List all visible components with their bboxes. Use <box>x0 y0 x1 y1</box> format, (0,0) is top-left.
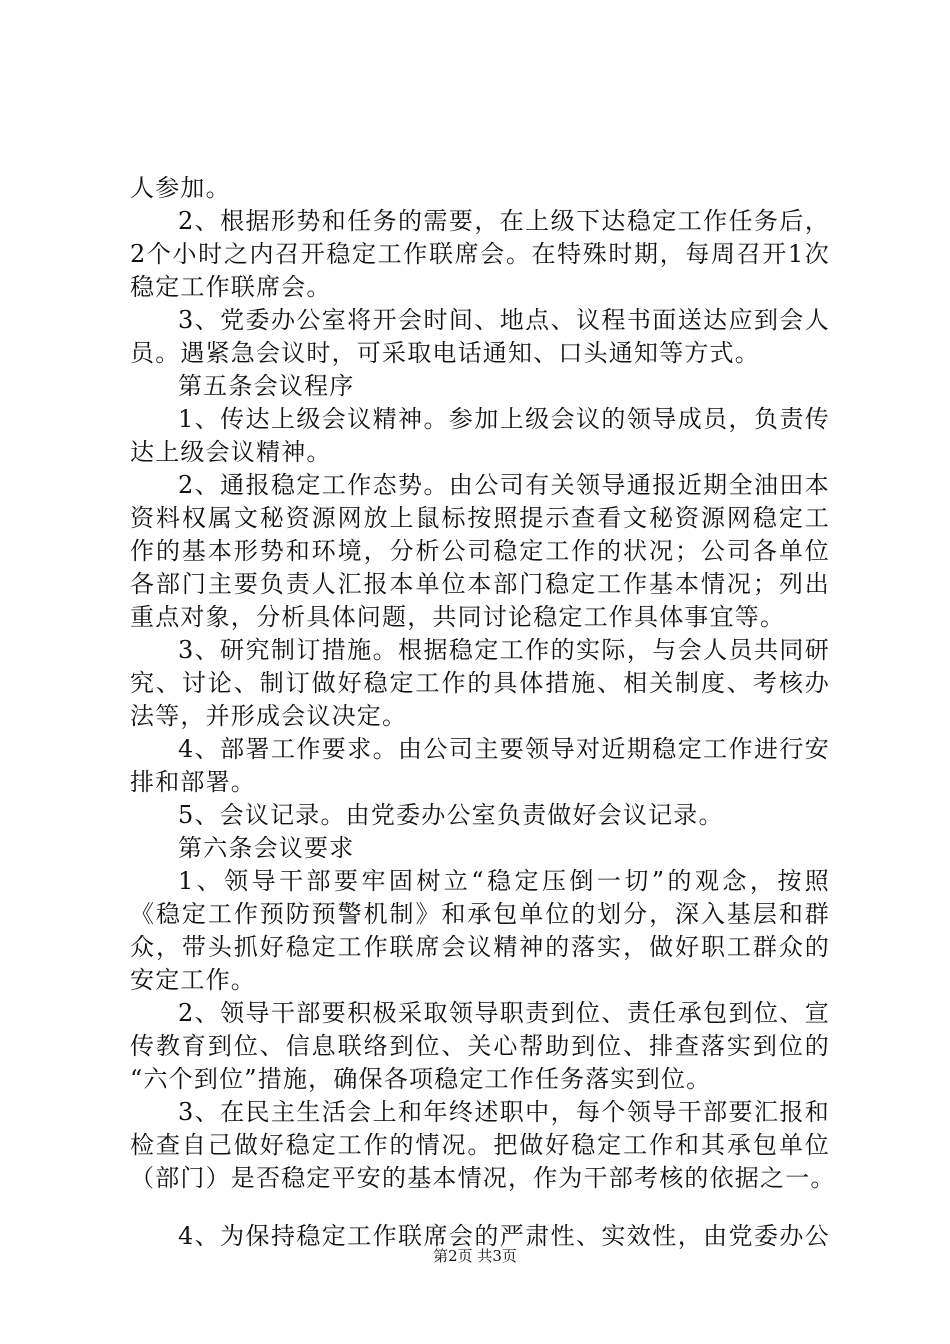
text-line: 3、在民主生活会上和年终述职中，每个领导干部要汇报和 <box>178 1098 830 1126</box>
text-line: 2、通报稳定工作态势。由公司有关领导通报近期全油田本 <box>178 471 830 499</box>
text-line: 安定工作。 <box>130 966 256 994</box>
text-line: 3、研究制订措施。根据稳定工作的实际，与会人员共同研 <box>178 636 830 664</box>
text-line: 稳定工作联席会。 <box>130 273 332 301</box>
text-line: 检查自己做好稳定工作的情况。把做好稳定工作和其承包单位 <box>130 1131 830 1159</box>
text-line: 5、会议记录。由党委办公室负责做好会议记录。 <box>178 801 724 829</box>
text-line: 员。遇紧急会议时，可采取电话通知、口头通知等方式。 <box>130 339 760 367</box>
text-line: 2、领导干部要积极采取领导职责到位、责任承包到位、宣 <box>178 999 830 1027</box>
text-line: 2个小时之内召开稳定工作联席会。在特殊时期，每周召开1次 <box>130 240 830 268</box>
document-body <box>130 172 836 1253</box>
text-line: 作的基本形势和环境，分析公司稳定工作的状况；公司各单位 <box>130 537 830 565</box>
text-line: 3、党委办公室将开会时间、地点、议程书面送达应到会人 <box>178 306 830 334</box>
text-line: 2、根据形势和任务的需要，在上级下达稳定工作任务后， <box>178 207 830 235</box>
paragraph-gap <box>130 1195 830 1220</box>
text-line: 排和部署。 <box>130 768 256 796</box>
text-line: （部门）是否稳定平安的基本情况，作为干部考核的依据之一。 <box>130 1164 836 1192</box>
page-number: 第2页 共3页 <box>433 1247 517 1265</box>
section-heading: 第六条会议要求 <box>178 834 355 862</box>
text-line: 人参加。 <box>130 174 231 202</box>
text-line: 传教育到位、信息联络到位、关心帮助到位、排查落实到位的 <box>130 1032 830 1060</box>
text-line: 4、部署工作要求。由公司主要领导对近期稳定工作进行安 <box>178 735 830 763</box>
text-line: 法等，并形成会议决定。 <box>130 702 408 730</box>
text-line: 各部门主要负责人汇报本单位本部门稳定工作基本情况；列出 <box>130 570 830 598</box>
text-line: 1、领导干部要牢固树立“稳定压倒一切”的观念，按照 <box>178 867 830 895</box>
text-line: 4、为保持稳定工作联席会的严肃性、实效性，由党委办公 <box>178 1222 830 1250</box>
text-line: “六个到位”措施，确保各项稳定工作任务落实到位。 <box>130 1065 712 1093</box>
text-line: 资料权属文秘资源网放上鼠标按照提示查看文秘资源网稳定工 <box>130 504 830 532</box>
text-line: 究、讨论、制订做好稳定工作的具体措施、相关制度、考核办 <box>130 669 830 697</box>
section-heading: 第五条会议程序 <box>178 372 355 400</box>
text-line: 重点对象，分析具体问题，共同讨论稳定工作具体事宜等。 <box>130 603 786 631</box>
text-line: 《稳定工作预防预警机制》和承包单位的划分，深入基层和群 <box>130 900 830 928</box>
text-line: 众，带头抓好稳定工作联席会议精神的落实，做好职工群众的 <box>130 933 830 961</box>
page-footer <box>0 1246 950 1266</box>
text-line: 达上级会议精神。 <box>130 438 332 466</box>
text-line: 1、传达上级会议精神。参加上级会议的领导成员，负责传 <box>178 405 830 433</box>
